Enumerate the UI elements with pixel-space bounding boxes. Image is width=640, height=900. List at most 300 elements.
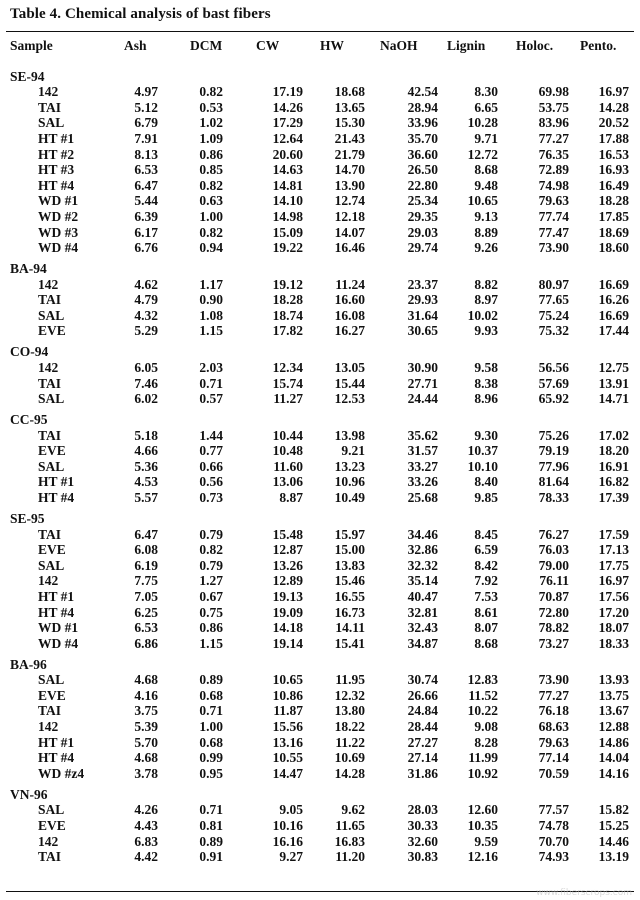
value-cell: 11.99 <box>468 750 498 766</box>
sample-cell: WD #z4 <box>38 765 85 781</box>
value-cell: 28.44 <box>407 719 438 734</box>
value-cell: 25.68 <box>407 490 438 505</box>
value-cell: 14.16 <box>598 765 629 781</box>
value-cell: 4.43 <box>134 817 158 833</box>
table-row <box>0 193 640 209</box>
table-row <box>0 750 640 766</box>
sample-cell: HT #1 <box>38 474 75 490</box>
value-cell: 12.18 <box>334 208 365 224</box>
value-cell: 75.26 <box>538 427 569 443</box>
value-cell: 12.83 <box>467 672 498 688</box>
value-cell: 8.87 <box>279 490 303 505</box>
value-cell: 5.18 <box>134 427 158 443</box>
value-cell: 13.06 <box>272 474 303 490</box>
value-cell: 79.63 <box>538 734 569 750</box>
table-row <box>0 542 640 558</box>
group-label: SE-94 <box>10 68 45 84</box>
value-cell: 77.65 <box>538 292 569 308</box>
value-cell: 29.35 <box>407 208 438 224</box>
value-cell: 34.87 <box>407 635 438 651</box>
value-cell: 9.27 <box>279 849 303 865</box>
value-cell: 5.29 <box>134 323 158 339</box>
value-cell: 4.26 <box>134 802 158 818</box>
value-cell: 16.49 <box>598 177 629 193</box>
value-cell: 11.20 <box>335 849 365 865</box>
value-cell: 8.28 <box>474 734 498 750</box>
table-top-rule <box>6 31 634 32</box>
value-cell: 12.60 <box>467 802 498 818</box>
value-cell: 21.43 <box>334 130 365 146</box>
value-cell: 16.16 <box>272 833 303 849</box>
value-cell: 30.33 <box>407 817 438 833</box>
value-cell: 13.75 <box>598 687 629 703</box>
value-cell: 79.19 <box>538 443 569 459</box>
value-cell: 6.19 <box>134 557 158 573</box>
value-cell: 12.32 <box>334 687 365 703</box>
value-cell: 12.16 <box>467 849 498 865</box>
value-cell: 70.59 <box>538 765 569 781</box>
sample-cell: EVE <box>38 542 66 558</box>
value-cell: 17.82 <box>272 323 303 339</box>
sample-cell: HT #4 <box>38 177 75 193</box>
sample-cell: WD #3 <box>38 224 79 240</box>
value-cell: 19.14 <box>272 635 303 651</box>
table-row <box>0 735 640 751</box>
value-cell: 3.75 <box>134 703 158 719</box>
value-cell: 20.52 <box>598 115 629 131</box>
table-row <box>0 225 640 241</box>
table-row <box>0 209 640 225</box>
value-cell: 4.97 <box>134 84 158 100</box>
value-cell: 16.46 <box>334 240 365 256</box>
value-cell: 27.71 <box>407 375 438 391</box>
sample-cell: TAI <box>38 849 62 865</box>
value-cell: 0.71 <box>199 802 223 818</box>
value-cell: 0.57 <box>199 391 223 407</box>
value-cell: 0.63 <box>199 193 223 209</box>
value-cell: 18.68 <box>334 84 365 100</box>
table-row <box>0 459 640 475</box>
sample-cell: SAL <box>38 115 65 131</box>
value-cell: 14.98 <box>272 208 303 224</box>
value-cell: 8.30 <box>474 84 498 100</box>
sample-cell: SAL <box>38 307 65 323</box>
value-cell: 18.20 <box>598 443 629 459</box>
group-label: BA-94 <box>10 261 47 276</box>
value-cell: 0.81 <box>199 817 223 833</box>
value-cell: 0.82 <box>199 542 223 558</box>
value-cell: 77.14 <box>538 750 569 766</box>
value-cell: 0.73 <box>199 490 223 505</box>
value-cell: 0.77 <box>199 443 223 459</box>
value-cell: 6.08 <box>134 542 158 558</box>
value-cell: 4.32 <box>134 307 158 323</box>
value-cell: 10.48 <box>272 443 303 459</box>
table-row <box>0 376 640 392</box>
value-cell: 6.59 <box>474 542 498 558</box>
value-cell: 24.84 <box>407 703 438 719</box>
value-cell: 17.85 <box>598 208 629 224</box>
value-cell: 16.91 <box>598 458 629 474</box>
value-cell: 21.79 <box>334 146 365 162</box>
value-cell: 10.44 <box>272 427 303 443</box>
value-cell: 5.44 <box>134 193 158 209</box>
value-cell: 8.61 <box>474 604 498 620</box>
column-header: Sample <box>10 38 53 53</box>
value-cell: 7.75 <box>134 573 158 589</box>
value-cell: 14.11 <box>335 620 365 636</box>
table-row <box>0 277 640 293</box>
value-cell: 9.62 <box>341 802 365 818</box>
sample-cell: TAI <box>38 427 62 443</box>
value-cell: 0.86 <box>199 146 223 162</box>
value-cell: 19.22 <box>272 240 303 256</box>
value-cell: 30.90 <box>407 359 438 375</box>
value-cell: 1.02 <box>199 115 223 131</box>
sample-cell: 142 <box>38 573 59 589</box>
value-cell: 8.42 <box>474 557 498 573</box>
value-cell: 16.82 <box>598 474 629 490</box>
table-row <box>0 688 640 704</box>
value-cell: 9.85 <box>474 490 498 505</box>
value-cell: 8.07 <box>474 620 498 636</box>
table-row <box>0 605 640 621</box>
value-cell: 8.82 <box>474 276 498 292</box>
value-cell: 6.47 <box>134 526 158 542</box>
value-cell: 1.00 <box>199 208 223 224</box>
value-cell: 77.57 <box>538 802 569 818</box>
value-cell: 73.90 <box>538 240 569 256</box>
value-cell: 31.86 <box>407 765 438 781</box>
group-label: CO-94 <box>10 344 49 360</box>
value-cell: 15.82 <box>598 802 629 818</box>
value-cell: 11.60 <box>273 458 303 474</box>
value-cell: 14.10 <box>272 193 303 209</box>
group-header <box>0 657 640 673</box>
value-cell: 16.69 <box>598 307 629 323</box>
table-row <box>0 474 640 490</box>
value-cell: 4.68 <box>134 672 158 688</box>
value-cell: 14.47 <box>272 765 303 781</box>
table-row <box>0 147 640 163</box>
value-cell: 15.44 <box>334 375 365 391</box>
value-cell: 6.47 <box>134 177 158 193</box>
value-cell: 9.21 <box>341 443 365 459</box>
value-cell: 11.87 <box>273 703 303 719</box>
value-cell: 6.53 <box>134 162 158 178</box>
value-cell: 6.86 <box>134 635 158 651</box>
value-cell: 14.04 <box>598 750 629 766</box>
value-cell: 17.56 <box>598 588 629 604</box>
value-cell: 17.59 <box>598 526 629 542</box>
value-cell: 15.48 <box>272 526 303 542</box>
table-row <box>0 672 640 688</box>
value-cell: 12.87 <box>272 542 303 558</box>
value-cell: 0.68 <box>199 687 223 703</box>
value-cell: 10.86 <box>272 687 303 703</box>
table-row <box>0 240 640 256</box>
value-cell: 74.93 <box>538 849 569 865</box>
value-cell: 6.76 <box>134 240 158 256</box>
value-cell: 10.96 <box>334 474 365 490</box>
value-cell: 10.49 <box>334 490 365 505</box>
table-row <box>0 84 640 100</box>
value-cell: 8.97 <box>474 292 498 308</box>
sample-cell: 142 <box>38 719 59 734</box>
table-row <box>0 162 640 178</box>
value-cell: 32.43 <box>407 620 438 636</box>
value-cell: 35.70 <box>407 130 438 146</box>
value-cell: 18.69 <box>598 224 629 240</box>
value-cell: 0.89 <box>199 833 223 849</box>
value-cell: 12.34 <box>272 359 303 375</box>
value-cell: 81.64 <box>538 474 569 490</box>
value-cell: 15.25 <box>598 817 629 833</box>
value-cell: 78.82 <box>538 620 569 636</box>
value-cell: 16.55 <box>334 588 365 604</box>
group-label: BA-96 <box>10 656 47 672</box>
value-cell: 30.74 <box>407 672 438 688</box>
value-cell: 0.53 <box>199 99 223 115</box>
group-header <box>0 511 640 527</box>
value-cell: 11.27 <box>273 391 303 407</box>
value-cell: 9.71 <box>474 130 498 146</box>
value-cell: 77.27 <box>538 687 569 703</box>
value-cell: 8.96 <box>474 391 498 407</box>
value-cell: 18.33 <box>598 635 629 651</box>
value-cell: 10.35 <box>467 817 498 833</box>
sample-cell: SAL <box>38 802 65 818</box>
value-cell: 0.85 <box>199 162 223 178</box>
value-cell: 10.16 <box>272 817 303 833</box>
value-cell: 6.17 <box>134 224 158 240</box>
table-row <box>0 323 640 339</box>
value-cell: 83.96 <box>538 115 569 131</box>
value-cell: 8.40 <box>474 474 498 490</box>
value-cell: 12.75 <box>598 359 629 375</box>
value-cell: 10.92 <box>467 765 498 781</box>
column-header: HW <box>320 38 345 53</box>
value-cell: 65.92 <box>538 391 569 407</box>
value-cell: 16.26 <box>598 292 629 308</box>
sample-cell: EVE <box>38 687 66 703</box>
table-row <box>0 834 640 850</box>
value-cell: 14.07 <box>334 224 365 240</box>
sample-cell: TAI <box>38 703 62 719</box>
value-cell: 7.53 <box>474 588 498 604</box>
value-cell: 13.80 <box>334 703 365 719</box>
value-cell: 12.72 <box>467 146 498 162</box>
value-cell: 1.44 <box>199 427 223 443</box>
value-cell: 42.54 <box>407 84 438 100</box>
value-cell: 79.63 <box>538 193 569 209</box>
value-cell: 7.92 <box>474 573 498 589</box>
value-cell: 16.69 <box>598 276 629 292</box>
value-cell: 9.05 <box>279 802 303 818</box>
value-cell: 6.83 <box>134 833 158 849</box>
sample-cell: SAL <box>38 557 65 573</box>
value-cell: 0.67 <box>199 588 223 604</box>
table-row <box>0 703 640 719</box>
value-cell: 13.90 <box>334 177 365 193</box>
value-cell: 17.19 <box>272 84 303 100</box>
value-cell: 5.70 <box>134 734 158 750</box>
value-cell: 77.74 <box>538 208 569 224</box>
watermark: www.fiberscrops.com <box>536 888 632 898</box>
value-cell: 0.68 <box>199 734 223 750</box>
value-cell: 75.32 <box>538 323 569 339</box>
value-cell: 10.65 <box>272 672 303 688</box>
sample-cell: HT #1 <box>38 734 75 750</box>
value-cell: 10.02 <box>467 307 498 323</box>
value-cell: 30.65 <box>407 323 438 339</box>
value-cell: 17.20 <box>598 604 629 620</box>
value-cell: 74.98 <box>538 177 569 193</box>
value-cell: 17.75 <box>598 557 629 573</box>
value-cell: 7.91 <box>134 130 158 146</box>
value-cell: 29.93 <box>407 292 438 308</box>
value-cell: 0.71 <box>199 703 223 719</box>
value-cell: 11.52 <box>468 687 498 703</box>
value-cell: 11.22 <box>335 734 365 750</box>
sample-cell: WD #2 <box>38 208 79 224</box>
sample-cell: WD #4 <box>38 635 79 651</box>
value-cell: 9.93 <box>474 323 498 339</box>
value-cell: 27.14 <box>407 750 438 766</box>
value-cell: 7.05 <box>134 588 158 604</box>
value-cell: 32.60 <box>407 833 438 849</box>
value-cell: 8.89 <box>474 224 498 240</box>
value-cell: 25.34 <box>407 193 438 209</box>
value-cell: 8.13 <box>134 146 158 162</box>
value-cell: 1.08 <box>199 307 223 323</box>
value-cell: 16.08 <box>334 307 365 323</box>
value-cell: 16.27 <box>334 323 365 339</box>
sample-cell: EVE <box>38 817 66 833</box>
value-cell: 27.27 <box>407 734 438 750</box>
value-cell: 19.12 <box>272 276 303 292</box>
table-row <box>0 620 640 636</box>
value-cell: 6.05 <box>134 359 158 375</box>
table-row <box>0 443 640 459</box>
value-cell: 76.27 <box>538 526 569 542</box>
value-cell: 9.26 <box>474 240 498 256</box>
value-cell: 12.89 <box>272 573 303 589</box>
value-cell: 14.28 <box>598 99 629 115</box>
sample-cell: TAI <box>38 99 62 115</box>
value-cell: 17.13 <box>598 542 629 558</box>
table-caption: Table 4. Chemical analysis of bast fibers <box>10 6 271 22</box>
value-cell: 56.56 <box>538 359 569 375</box>
sample-cell: TAI <box>38 375 62 391</box>
table-row <box>0 527 640 543</box>
sample-cell: 142 <box>38 84 59 100</box>
value-cell: 13.98 <box>334 427 365 443</box>
value-cell: 10.65 <box>467 193 498 209</box>
value-cell: 0.71 <box>199 375 223 391</box>
value-cell: 14.70 <box>334 162 365 178</box>
group-header <box>0 787 640 803</box>
value-cell: 57.69 <box>538 375 569 391</box>
value-cell: 0.79 <box>199 557 223 573</box>
value-cell: 35.14 <box>407 573 438 589</box>
value-cell: 17.29 <box>272 115 303 131</box>
value-cell: 8.38 <box>474 375 498 391</box>
value-cell: 18.28 <box>272 292 303 308</box>
value-cell: 13.91 <box>598 375 629 391</box>
value-cell: 8.45 <box>474 526 498 542</box>
table-row <box>0 719 640 735</box>
value-cell: 2.03 <box>199 359 223 375</box>
sample-cell: HT #2 <box>38 146 75 162</box>
value-cell: 33.27 <box>407 458 438 474</box>
column-header: CW <box>256 38 280 53</box>
value-cell: 76.35 <box>538 146 569 162</box>
value-cell: 78.33 <box>538 490 569 505</box>
value-cell: 13.19 <box>598 849 629 865</box>
sample-cell: HT #4 <box>38 604 75 620</box>
value-cell: 9.08 <box>474 719 498 734</box>
value-cell: 18.60 <box>598 240 629 256</box>
value-cell: 14.46 <box>598 833 629 849</box>
value-cell: 31.64 <box>407 307 438 323</box>
value-cell: 80.97 <box>538 276 569 292</box>
value-cell: 12.74 <box>334 193 365 209</box>
value-cell: 1.15 <box>199 635 223 651</box>
value-cell: 17.88 <box>598 130 629 146</box>
group-header <box>0 344 640 360</box>
table-row <box>0 802 640 818</box>
table-row <box>0 292 640 308</box>
value-cell: 76.18 <box>538 703 569 719</box>
value-cell: 77.27 <box>538 130 569 146</box>
table-row <box>0 573 640 589</box>
value-cell: 4.66 <box>134 443 158 459</box>
sample-cell: HT #1 <box>38 130 75 146</box>
value-cell: 73.90 <box>538 672 569 688</box>
value-cell: 16.60 <box>334 292 365 308</box>
value-cell: 13.05 <box>334 359 365 375</box>
sample-cell: SAL <box>38 672 65 688</box>
value-cell: 13.65 <box>334 99 365 115</box>
group-header <box>0 261 640 277</box>
value-cell: 6.02 <box>134 391 158 407</box>
table-row <box>0 178 640 194</box>
value-cell: 35.62 <box>407 427 438 443</box>
group-header <box>0 412 640 428</box>
value-cell: 14.28 <box>334 765 365 781</box>
value-cell: 16.97 <box>598 573 629 589</box>
value-cell: 72.80 <box>538 604 569 620</box>
value-cell: 14.26 <box>272 99 303 115</box>
group-label: SE-95 <box>10 510 45 526</box>
value-cell: 0.82 <box>199 84 223 100</box>
value-cell: 4.16 <box>134 687 158 703</box>
value-cell: 0.66 <box>199 458 223 474</box>
value-cell: 10.10 <box>467 458 498 474</box>
table-row <box>0 636 640 652</box>
value-cell: 77.47 <box>538 224 569 240</box>
value-cell: 0.86 <box>199 620 223 636</box>
sample-cell: SAL <box>38 391 65 407</box>
value-cell: 8.68 <box>474 635 498 651</box>
value-cell: 5.36 <box>134 458 158 474</box>
value-cell: 13.23 <box>334 458 365 474</box>
value-cell: 16.97 <box>598 84 629 100</box>
value-cell: 4.53 <box>134 474 158 490</box>
value-cell: 15.00 <box>334 542 365 558</box>
table-row <box>0 100 640 116</box>
